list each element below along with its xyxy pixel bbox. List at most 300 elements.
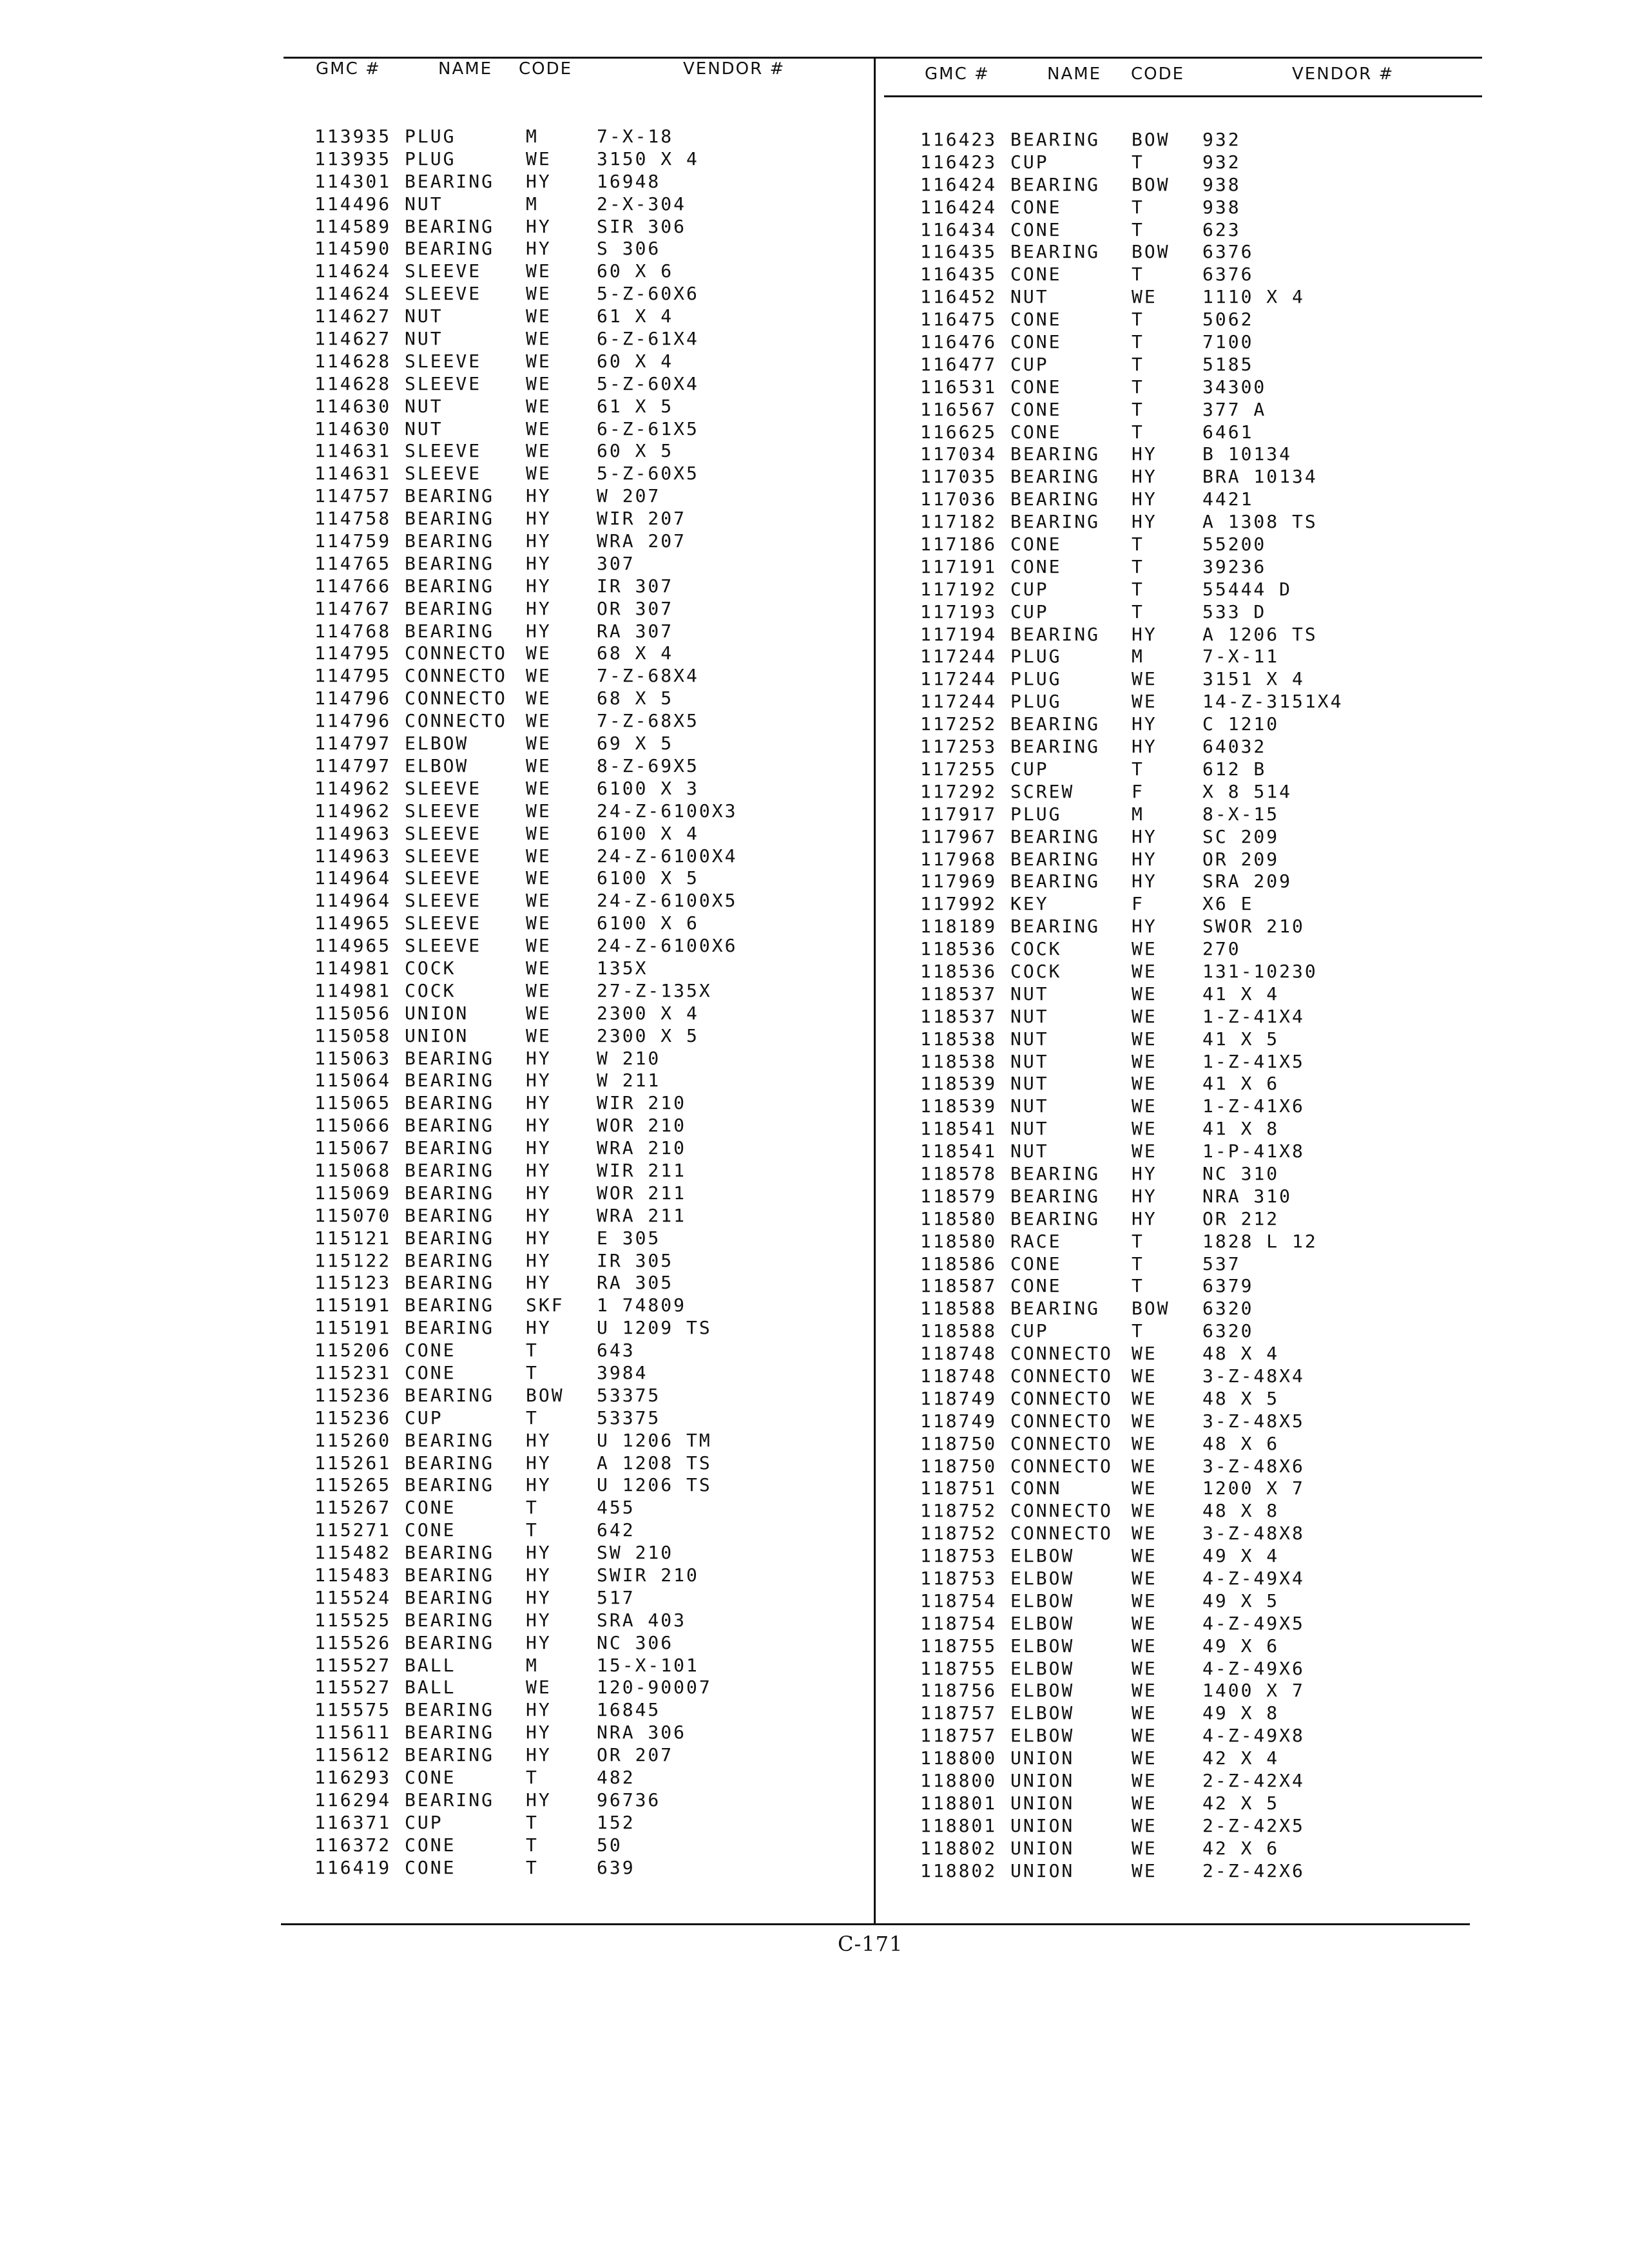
cell-code: HY xyxy=(526,620,552,642)
cell-vendor: 48 X 5 xyxy=(1202,1387,1280,1409)
cell-vendor: 48 X 4 xyxy=(1202,1343,1280,1365)
cell-code: WE xyxy=(1132,1050,1157,1072)
cell-gmc: 118587 xyxy=(920,1275,998,1297)
cell-code: WE xyxy=(526,372,552,394)
cell-code: WE xyxy=(526,733,552,754)
cell-name: BEARING xyxy=(1010,916,1101,937)
cell-gmc: 114496 xyxy=(314,193,392,215)
cell-code: HY xyxy=(526,1092,552,1114)
table-row xyxy=(314,418,862,441)
table-row xyxy=(920,961,1468,983)
table-row xyxy=(314,957,862,980)
cell-code: T xyxy=(1132,1253,1144,1274)
cell-vendor: 5062 xyxy=(1202,309,1254,331)
table-row xyxy=(920,691,1468,713)
cell-name: KEY xyxy=(1010,893,1049,915)
cell-gmc: 117244 xyxy=(920,691,998,713)
cell-code: HY xyxy=(1132,825,1157,847)
cell-name: BEARING xyxy=(1010,488,1101,510)
table-row xyxy=(314,1294,862,1317)
cell-gmc: 115122 xyxy=(314,1249,392,1271)
table-row xyxy=(314,1205,862,1227)
cell-name: BEARING xyxy=(405,215,495,237)
cell-gmc: 118754 xyxy=(920,1612,998,1634)
table-row xyxy=(920,1815,1468,1838)
cell-name: CONE xyxy=(1010,533,1062,555)
cell-vendor: 938 xyxy=(1202,196,1241,218)
cell-code: HY xyxy=(526,1070,552,1091)
cell-name: BEARING xyxy=(405,485,495,507)
cell-code: HY xyxy=(526,1249,552,1271)
cell-code: T xyxy=(1132,309,1144,331)
cell-gmc: 114964 xyxy=(314,890,392,912)
cell-vendor: U 1206 TS xyxy=(597,1474,712,1496)
cell-gmc: 118755 xyxy=(920,1635,998,1657)
cell-code: HY xyxy=(526,552,552,574)
cell-gmc: 118801 xyxy=(920,1792,998,1814)
cell-name: BEARING xyxy=(405,170,495,192)
table-row xyxy=(920,1298,1468,1320)
table-row xyxy=(920,1006,1468,1028)
cell-gmc: 118748 xyxy=(920,1343,998,1365)
table-row xyxy=(920,1388,1468,1410)
cell-name: NUT xyxy=(1010,983,1049,1004)
table-row xyxy=(314,980,862,1003)
table-row xyxy=(920,1343,1468,1365)
cell-code: WE xyxy=(1132,1725,1157,1747)
table-row xyxy=(314,1407,862,1430)
cell-gmc: 118750 xyxy=(920,1432,998,1454)
cell-vendor: WIR 211 xyxy=(597,1159,687,1181)
cell-name: BALL xyxy=(405,1654,456,1676)
cell-gmc: 114981 xyxy=(314,979,392,1001)
cell-code: HY xyxy=(526,215,552,237)
table-row xyxy=(314,440,862,463)
cell-vendor: S 306 xyxy=(597,238,661,260)
table-row xyxy=(920,1792,1468,1815)
cell-code: WE xyxy=(526,710,552,732)
cell-code: M xyxy=(526,126,539,147)
cell-gmc: 115191 xyxy=(314,1317,392,1339)
cell-code: T xyxy=(1132,555,1144,577)
cell-gmc: 115058 xyxy=(314,1024,392,1046)
cell-vendor: WIR 207 xyxy=(597,508,687,530)
cell-name: BEARING xyxy=(1010,623,1101,645)
cell-gmc: 117255 xyxy=(920,758,998,780)
table-row xyxy=(314,373,862,396)
table-row xyxy=(314,1587,862,1610)
cell-vendor: 41 X 5 xyxy=(1202,1028,1280,1050)
left-header-name: NAME xyxy=(438,59,493,79)
cell-name: SLEEVE xyxy=(405,350,482,372)
cell-code: BOW xyxy=(1132,173,1170,195)
cell-code: HY xyxy=(526,1137,552,1159)
cell-vendor: X 8 514 xyxy=(1202,780,1293,802)
cell-vendor: W 211 xyxy=(597,1070,661,1091)
left-header-code: CODE xyxy=(519,59,573,79)
table-row xyxy=(920,1590,1468,1613)
cell-name: ELBOW xyxy=(1010,1590,1075,1611)
cell-code: HY xyxy=(526,1586,552,1608)
cell-vendor: 6320 xyxy=(1202,1298,1254,1320)
table-row xyxy=(920,1725,1468,1747)
cell-code: WE xyxy=(526,440,552,462)
cell-code: T xyxy=(526,1811,539,1833)
cell-vendor: 482 xyxy=(597,1767,635,1789)
cell-code: WE xyxy=(1132,1837,1157,1859)
cell-vendor: SW 210 xyxy=(597,1542,674,1564)
cell-vendor: 455 xyxy=(597,1497,635,1519)
cell-vendor: NRA 310 xyxy=(1202,1185,1293,1207)
cell-vendor: 3-Z-48X5 xyxy=(1202,1410,1305,1432)
cell-name: BEARING xyxy=(405,597,495,619)
cell-vendor: 1 74809 xyxy=(597,1294,687,1316)
cell-name: NUT xyxy=(405,395,443,417)
cell-name: BEARING xyxy=(405,1474,495,1496)
cell-name: CUP xyxy=(405,1407,443,1428)
table-row xyxy=(314,710,862,733)
cell-gmc: 117182 xyxy=(920,511,998,533)
cell-gmc: 115483 xyxy=(314,1564,392,1586)
cell-vendor: 6320 xyxy=(1202,1320,1254,1342)
cell-code: HY xyxy=(526,1204,552,1226)
cell-vendor: 16845 xyxy=(597,1699,661,1721)
table-row xyxy=(314,171,862,193)
cell-code: T xyxy=(1132,578,1144,600)
cell-vendor: W 207 xyxy=(597,485,661,507)
cell-name: CONNECTO xyxy=(405,687,507,709)
cell-gmc: 114795 xyxy=(314,642,392,664)
table-row xyxy=(314,912,862,935)
cell-code: WE xyxy=(1132,1657,1157,1679)
cell-gmc: 117194 xyxy=(920,623,998,645)
cell-name: NUT xyxy=(405,305,443,327)
cell-name: NUT xyxy=(1010,1073,1049,1095)
table-row xyxy=(920,1456,1468,1478)
cell-code: T xyxy=(1132,196,1144,218)
cell-vendor: NC 310 xyxy=(1202,1162,1280,1184)
cell-gmc: 118800 xyxy=(920,1747,998,1769)
table-row xyxy=(920,488,1468,511)
cell-vendor: 34300 xyxy=(1202,376,1267,398)
cell-vendor: 131-10230 xyxy=(1202,960,1318,982)
cell-gmc: 115271 xyxy=(314,1519,392,1541)
cell-gmc: 117917 xyxy=(920,803,998,825)
table-row xyxy=(920,1658,1468,1680)
cell-code: T xyxy=(1132,264,1144,285)
cell-name: COCK xyxy=(1010,938,1062,960)
cell-gmc: 115260 xyxy=(314,1429,392,1451)
table-row xyxy=(920,916,1468,938)
cell-code: HY xyxy=(526,238,552,260)
cell-name: BEARING xyxy=(405,1272,495,1294)
cell-code: WE xyxy=(526,395,552,417)
cell-code: HY xyxy=(526,1317,552,1339)
cell-gmc: 118751 xyxy=(920,1477,998,1499)
table-row xyxy=(314,687,862,710)
cell-name: SLEEVE xyxy=(405,935,482,957)
column-divider xyxy=(874,57,876,1925)
table-row xyxy=(314,1317,862,1340)
table-row xyxy=(314,1048,862,1070)
cell-code: M xyxy=(1132,803,1144,825)
cell-gmc: 114589 xyxy=(314,215,392,237)
table-row xyxy=(920,331,1468,354)
cell-gmc: 114768 xyxy=(314,620,392,642)
table-row xyxy=(314,1362,862,1385)
table-row xyxy=(314,305,862,328)
cell-vendor: 16948 xyxy=(597,170,661,192)
table-row xyxy=(920,713,1468,736)
cell-code: WE xyxy=(1132,983,1157,1004)
table-row xyxy=(314,1092,862,1115)
cell-gmc: 118750 xyxy=(920,1455,998,1477)
table-row xyxy=(920,511,1468,533)
table-row xyxy=(920,1410,1468,1433)
cell-vendor: 60 X 4 xyxy=(597,350,674,372)
cell-gmc: 115526 xyxy=(314,1631,392,1653)
cell-gmc: 118539 xyxy=(920,1073,998,1095)
cell-gmc: 117992 xyxy=(920,893,998,915)
cell-gmc: 115231 xyxy=(314,1361,392,1383)
table-row xyxy=(920,668,1468,691)
cell-code: T xyxy=(526,1340,539,1361)
left-header-gmc: GMC # xyxy=(316,59,381,79)
table-row xyxy=(920,376,1468,399)
cell-code: WE xyxy=(526,1677,552,1698)
table-row xyxy=(920,870,1468,893)
cell-code: T xyxy=(526,1361,539,1383)
cell-gmc: 116567 xyxy=(920,398,998,420)
table-row xyxy=(920,1702,1468,1725)
cell-name: BEARING xyxy=(405,1722,495,1744)
table-row xyxy=(920,354,1468,376)
cell-gmc: 114796 xyxy=(314,710,392,732)
cell-code: T xyxy=(526,1767,539,1789)
cell-vendor: 643 xyxy=(597,1340,635,1361)
cell-vendor: 8-X-15 xyxy=(1202,803,1280,825)
cell-code: WE xyxy=(526,418,552,439)
cell-code: HY xyxy=(526,1227,552,1249)
table-row xyxy=(314,508,862,530)
table-row xyxy=(314,1452,862,1475)
cell-code: HY xyxy=(526,597,552,619)
table-row xyxy=(314,823,862,845)
table-row xyxy=(920,1051,1468,1073)
cell-code: WE xyxy=(526,777,552,799)
cell-name: CONE xyxy=(405,1519,456,1541)
cell-code: WE xyxy=(1132,1702,1157,1724)
cell-name: BEARING xyxy=(405,1452,495,1474)
cell-name: BEARING xyxy=(405,575,495,597)
cell-vendor: 6461 xyxy=(1202,421,1254,443)
cell-vendor: 4421 xyxy=(1202,488,1254,510)
cell-name: CUP xyxy=(1010,353,1049,375)
cell-code: WE xyxy=(1132,1028,1157,1050)
cell-vendor: 41 X 6 xyxy=(1202,1073,1280,1095)
cell-vendor: NRA 306 xyxy=(597,1722,687,1744)
cell-code: WE xyxy=(1132,1523,1157,1544)
cell-name: BEARING xyxy=(405,1137,495,1159)
cell-vendor: 3-Z-48X4 xyxy=(1202,1365,1305,1387)
cell-vendor: 2-Z-42X5 xyxy=(1202,1814,1305,1836)
cell-gmc: 116625 xyxy=(920,421,998,443)
cell-vendor: 3-Z-48X6 xyxy=(1202,1455,1305,1477)
cell-name: CONNECTO xyxy=(1010,1455,1113,1477)
cell-vendor: 932 xyxy=(1202,129,1241,150)
table-row xyxy=(314,148,862,171)
cell-gmc: 114630 xyxy=(314,418,392,439)
table-row xyxy=(314,1519,862,1542)
cell-code: WE xyxy=(1132,1118,1157,1140)
cell-code: HY xyxy=(1132,443,1157,465)
cell-vendor: 6100 X 6 xyxy=(597,912,699,934)
cell-name: BEARING xyxy=(405,1542,495,1564)
cell-name: SCREW xyxy=(1010,780,1075,802)
table-row xyxy=(314,1744,862,1767)
cell-code: HY xyxy=(526,1272,552,1294)
cell-name: CONNECTO xyxy=(1010,1410,1113,1432)
table-row xyxy=(314,1812,862,1834)
cell-vendor: 42 X 4 xyxy=(1202,1747,1280,1769)
cell-gmc: 118757 xyxy=(920,1725,998,1747)
table-row xyxy=(314,1655,862,1677)
cell-vendor: 50 xyxy=(597,1834,622,1856)
cell-gmc: 116424 xyxy=(920,196,998,218)
table-row xyxy=(920,1568,1468,1590)
cell-gmc: 115121 xyxy=(314,1227,392,1249)
cell-vendor: 612 B xyxy=(1202,758,1267,780)
cell-name: PLUG xyxy=(1010,668,1062,690)
cell-name: CONN xyxy=(1010,1477,1062,1499)
cell-code: WE xyxy=(1132,1635,1157,1657)
cell-gmc: 114797 xyxy=(314,733,392,754)
cell-code: WE xyxy=(526,979,552,1001)
table-row xyxy=(314,193,862,216)
table-row xyxy=(920,286,1468,309)
cell-gmc: 114797 xyxy=(314,754,392,776)
cell-name: CONE xyxy=(1010,331,1062,353)
cell-vendor: 135X xyxy=(597,957,648,979)
cell-name: ELBOW xyxy=(1010,1725,1075,1747)
cell-name: SLEEVE xyxy=(405,260,482,282)
cell-gmc: 114767 xyxy=(314,597,392,619)
cell-gmc: 116475 xyxy=(920,309,998,331)
cell-code: HY xyxy=(1132,623,1157,645)
table-row xyxy=(314,1834,862,1857)
cell-vendor: 1828 L 12 xyxy=(1202,1230,1318,1252)
cell-vendor: RA 307 xyxy=(597,620,674,642)
cell-code: HY xyxy=(1132,511,1157,533)
cell-name: CONNECTO xyxy=(405,710,507,732)
cell-name: BEARING xyxy=(405,1159,495,1181)
cell-vendor: 15-X-101 xyxy=(597,1654,699,1676)
cell-code: WE xyxy=(526,1024,552,1046)
cell-vendor: WRA 210 xyxy=(597,1137,687,1159)
cell-name: SLEEVE xyxy=(405,867,482,889)
cell-gmc: 118541 xyxy=(920,1118,998,1140)
cell-gmc: 118537 xyxy=(920,983,998,1004)
cell-vendor: 14-Z-3151X4 xyxy=(1202,691,1344,713)
table-row xyxy=(314,1340,862,1362)
cell-code: WE xyxy=(1132,1432,1157,1454)
cell-vendor: 537 xyxy=(1202,1253,1241,1274)
cell-vendor: E 305 xyxy=(597,1227,661,1249)
cell-vendor: 2300 X 4 xyxy=(597,1002,699,1024)
cell-gmc: 116423 xyxy=(920,129,998,150)
table-row xyxy=(314,1160,862,1182)
cell-gmc: 118749 xyxy=(920,1387,998,1409)
table-row xyxy=(920,399,1468,421)
cell-gmc: 114963 xyxy=(314,845,392,867)
cell-code: WE xyxy=(1132,1568,1157,1589)
cell-name: BEARING xyxy=(1010,1162,1101,1184)
cell-vendor: 2-Z-42X6 xyxy=(1202,1860,1305,1881)
cell-name: BEARING xyxy=(1010,1207,1101,1229)
cell-name: CONE xyxy=(1010,196,1062,218)
cell-vendor: A 1308 TS xyxy=(1202,511,1318,533)
cell-vendor: 533 D xyxy=(1202,601,1267,622)
cell-code: WE xyxy=(1132,1500,1157,1522)
cell-gmc: 118536 xyxy=(920,938,998,960)
cell-code: WE xyxy=(526,687,552,709)
cell-gmc: 114627 xyxy=(314,305,392,327)
cell-gmc: 118749 xyxy=(920,1410,998,1432)
table-row xyxy=(920,533,1468,556)
cell-code: F xyxy=(1132,893,1144,915)
cell-code: WE xyxy=(526,350,552,372)
header-bottom-rule xyxy=(884,95,1482,97)
cell-vendor: B 10134 xyxy=(1202,443,1293,465)
table-row xyxy=(920,1140,1468,1163)
cell-vendor: 4-Z-49X8 xyxy=(1202,1725,1305,1747)
cell-gmc: 113935 xyxy=(314,148,392,169)
cell-gmc: 118189 xyxy=(920,916,998,937)
cell-code: WE xyxy=(1132,691,1157,713)
table-row xyxy=(920,1613,1468,1635)
cell-vendor: 24-Z-6100X3 xyxy=(597,800,738,822)
table-row xyxy=(314,598,862,620)
cell-gmc: 115070 xyxy=(314,1204,392,1226)
table-row xyxy=(314,1610,862,1632)
cell-gmc: 118537 xyxy=(920,1005,998,1027)
cell-code: WE xyxy=(1132,1455,1157,1477)
right-header-gmc: GMC # xyxy=(925,64,990,84)
table-row xyxy=(920,1275,1468,1298)
cell-gmc: 116423 xyxy=(920,151,998,173)
cell-gmc: 115123 xyxy=(314,1272,392,1294)
cell-vendor: 120-90007 xyxy=(597,1677,712,1698)
table-row xyxy=(920,893,1468,916)
cell-name: SLEEVE xyxy=(405,845,482,867)
cell-vendor: OR 207 xyxy=(597,1744,674,1766)
cell-vendor: WRA 211 xyxy=(597,1204,687,1226)
table-row xyxy=(314,1789,862,1812)
table-row xyxy=(314,665,862,687)
table-row xyxy=(314,216,862,238)
cell-vendor: 64032 xyxy=(1202,736,1267,758)
cell-name: ELBOW xyxy=(1010,1680,1075,1702)
right-parts-column xyxy=(920,129,1468,1882)
cell-gmc: 114765 xyxy=(314,552,392,574)
cell-name: CONE xyxy=(1010,309,1062,331)
cell-vendor: 623 xyxy=(1202,218,1241,240)
cell-name: BEARING xyxy=(405,1092,495,1114)
cell-gmc: 118801 xyxy=(920,1814,998,1836)
cell-vendor: U 1209 TS xyxy=(597,1317,712,1339)
cell-gmc: 115525 xyxy=(314,1609,392,1631)
cell-gmc: 115236 xyxy=(314,1407,392,1428)
